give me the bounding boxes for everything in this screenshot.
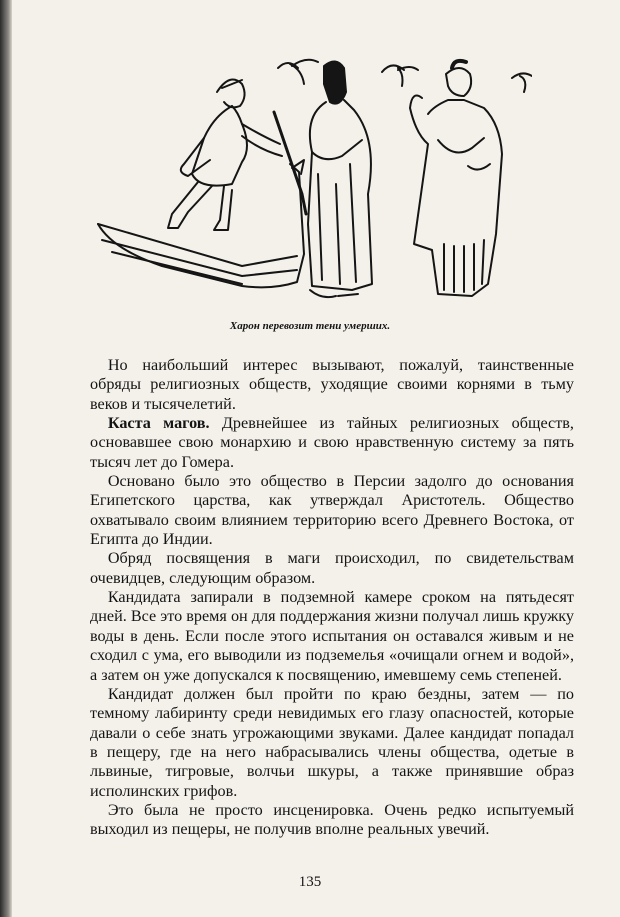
bird-right [512,73,532,92]
body-text [90,356,574,840]
paragraph-2-text: Древнейшее из тайных религиозных обществ, основавшее свою монархию и свою нравственную систему за пять тысяч лет до Гомера. [90,414,574,471]
bird-center [382,65,418,86]
page-number: 135 [298,874,322,890]
paragraph-4: Обряд посвящения в маги происходил, по свидетельствам очевидцев, следующим образом. [90,549,574,587]
paragraph-3: Основано было это общество в Персии задолго до основания Египетского царства, как утверждал Аристотель. Общество охватывало своим влиянием территорию всего Древнего Востока, от Египта до Индии. [90,472,574,549]
paragraph-2 [90,414,574,472]
paragraph-1: Но наибольший интерес вызывают, пожалуй, таинственные обряды религиозных обществ, уходящие своими корнями в тьму веков и тысячелетий. [90,356,574,413]
bird-left [278,60,318,84]
paragraph-2-heading: Каста магов. [107,414,210,433]
illustration-caption: Харон перевозит тени умерших. [229,320,391,332]
paragraph-7: Это была не просто инсценировка. Очень редко испытуемый выходил из пещеры, не получив вполне реальных увечий. [90,800,574,839]
paragraph-5: Кандидата запирали в подземной камере сроком на пятьдесят дней. Все это время он для поддержания жизни получал лишь кружку воды в день. Если после этого испытания он оставался живым и не сходил с ума, его выводили из подземелья «очищали огнем и водой», а затем он уже допускался к посвящению, имевшему семь степеней. [90,588,574,684]
book-spine-shadow [0,0,12,917]
paragraph-6: Кандидат должен был пройти по краю бездны, затем — по темному лабиринту среди невидимых его глазу опасностей, которые давали о себе знать угрожающими звуками. Далее кандидат попадал в пещеру, где на него набрасывались члены общества, одетые в львиные, тигровые, волчьи шкуры, а также принявшие образ исполинских грифов. [90,684,574,800]
middle-figure-head [324,61,346,103]
right-figure-head [446,68,471,96]
charon-illustration [92,44,532,306]
